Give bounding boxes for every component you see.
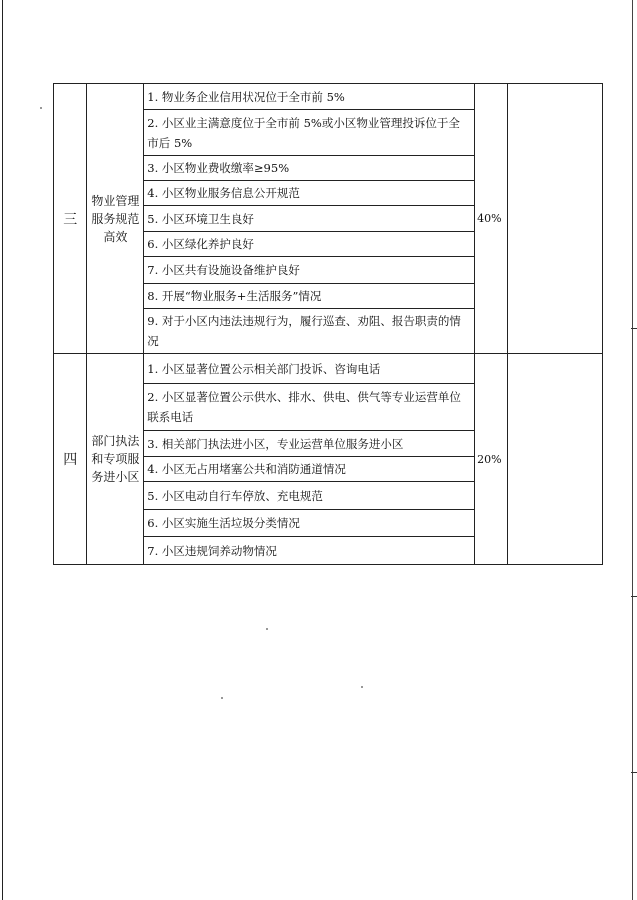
- criterion-item: 9. 对于小区内违法违规行为，履行巡查、劝阻、报告职责的情况: [144, 309, 475, 354]
- scan-speck: [40, 107, 42, 109]
- criterion-item: 4. 小区无占用堵塞公共和消防通道情况: [144, 457, 475, 482]
- score-cell: [507, 84, 602, 354]
- criterion-item: 3. 相关部门执法进小区，专业运营单位服务进小区: [144, 431, 475, 457]
- section-weight: 20%: [475, 354, 507, 565]
- criterion-item: 4. 小区物业服务信息公开规范: [144, 181, 475, 206]
- criterion-item: 1. 物业务企业信用状况位于全市前 5%: [144, 84, 475, 110]
- section-number: 四: [54, 354, 87, 565]
- scan-speck: [361, 686, 363, 688]
- section-category: 部门执法和专项服务进小区: [87, 354, 144, 565]
- section-category: 物业管理服务规范高效: [87, 84, 144, 354]
- scan-left-edge: [2, 0, 3, 900]
- evaluation-table: [53, 83, 603, 565]
- scan-edge-mark: [631, 328, 637, 329]
- criterion-item: 6. 小区实施生活垃圾分类情况: [144, 510, 475, 537]
- criterion-item: 2. 小区显著位置公示供水、排水、供电、供气等专业运营单位联系电话: [144, 384, 475, 431]
- scan-right-edge: [632, 0, 633, 900]
- criterion-item: 3. 小区物业费收缴率≥95%: [144, 156, 475, 181]
- scan-speck: [266, 628, 268, 630]
- table-row: [54, 354, 603, 384]
- scan-speck: [221, 697, 223, 699]
- table-row: [54, 84, 603, 110]
- score-cell: [507, 354, 602, 565]
- criterion-item: 2. 小区业主满意度位于全市前 5%或小区物业管理投诉位于全市后 5%: [144, 110, 475, 156]
- scan-edge-mark: [631, 596, 637, 597]
- criterion-item: 5. 小区电动自行车停放、充电规范: [144, 482, 475, 510]
- criterion-item: 6. 小区绿化养护良好: [144, 232, 475, 257]
- criterion-item: 8. 开展“物业服务+生活服务”情况: [144, 284, 475, 309]
- criterion-item: 7. 小区违规饲养动物情况: [144, 537, 475, 565]
- criterion-item: 7. 小区共有设施设备维护良好: [144, 257, 475, 284]
- section-weight: 40%: [475, 84, 507, 354]
- criterion-item: 5. 小区环境卫生良好: [144, 206, 475, 232]
- section-number: 三: [54, 84, 87, 354]
- criterion-item: 1. 小区显著位置公示相关部门投诉、咨询电话: [144, 354, 475, 384]
- scan-edge-mark: [631, 772, 637, 773]
